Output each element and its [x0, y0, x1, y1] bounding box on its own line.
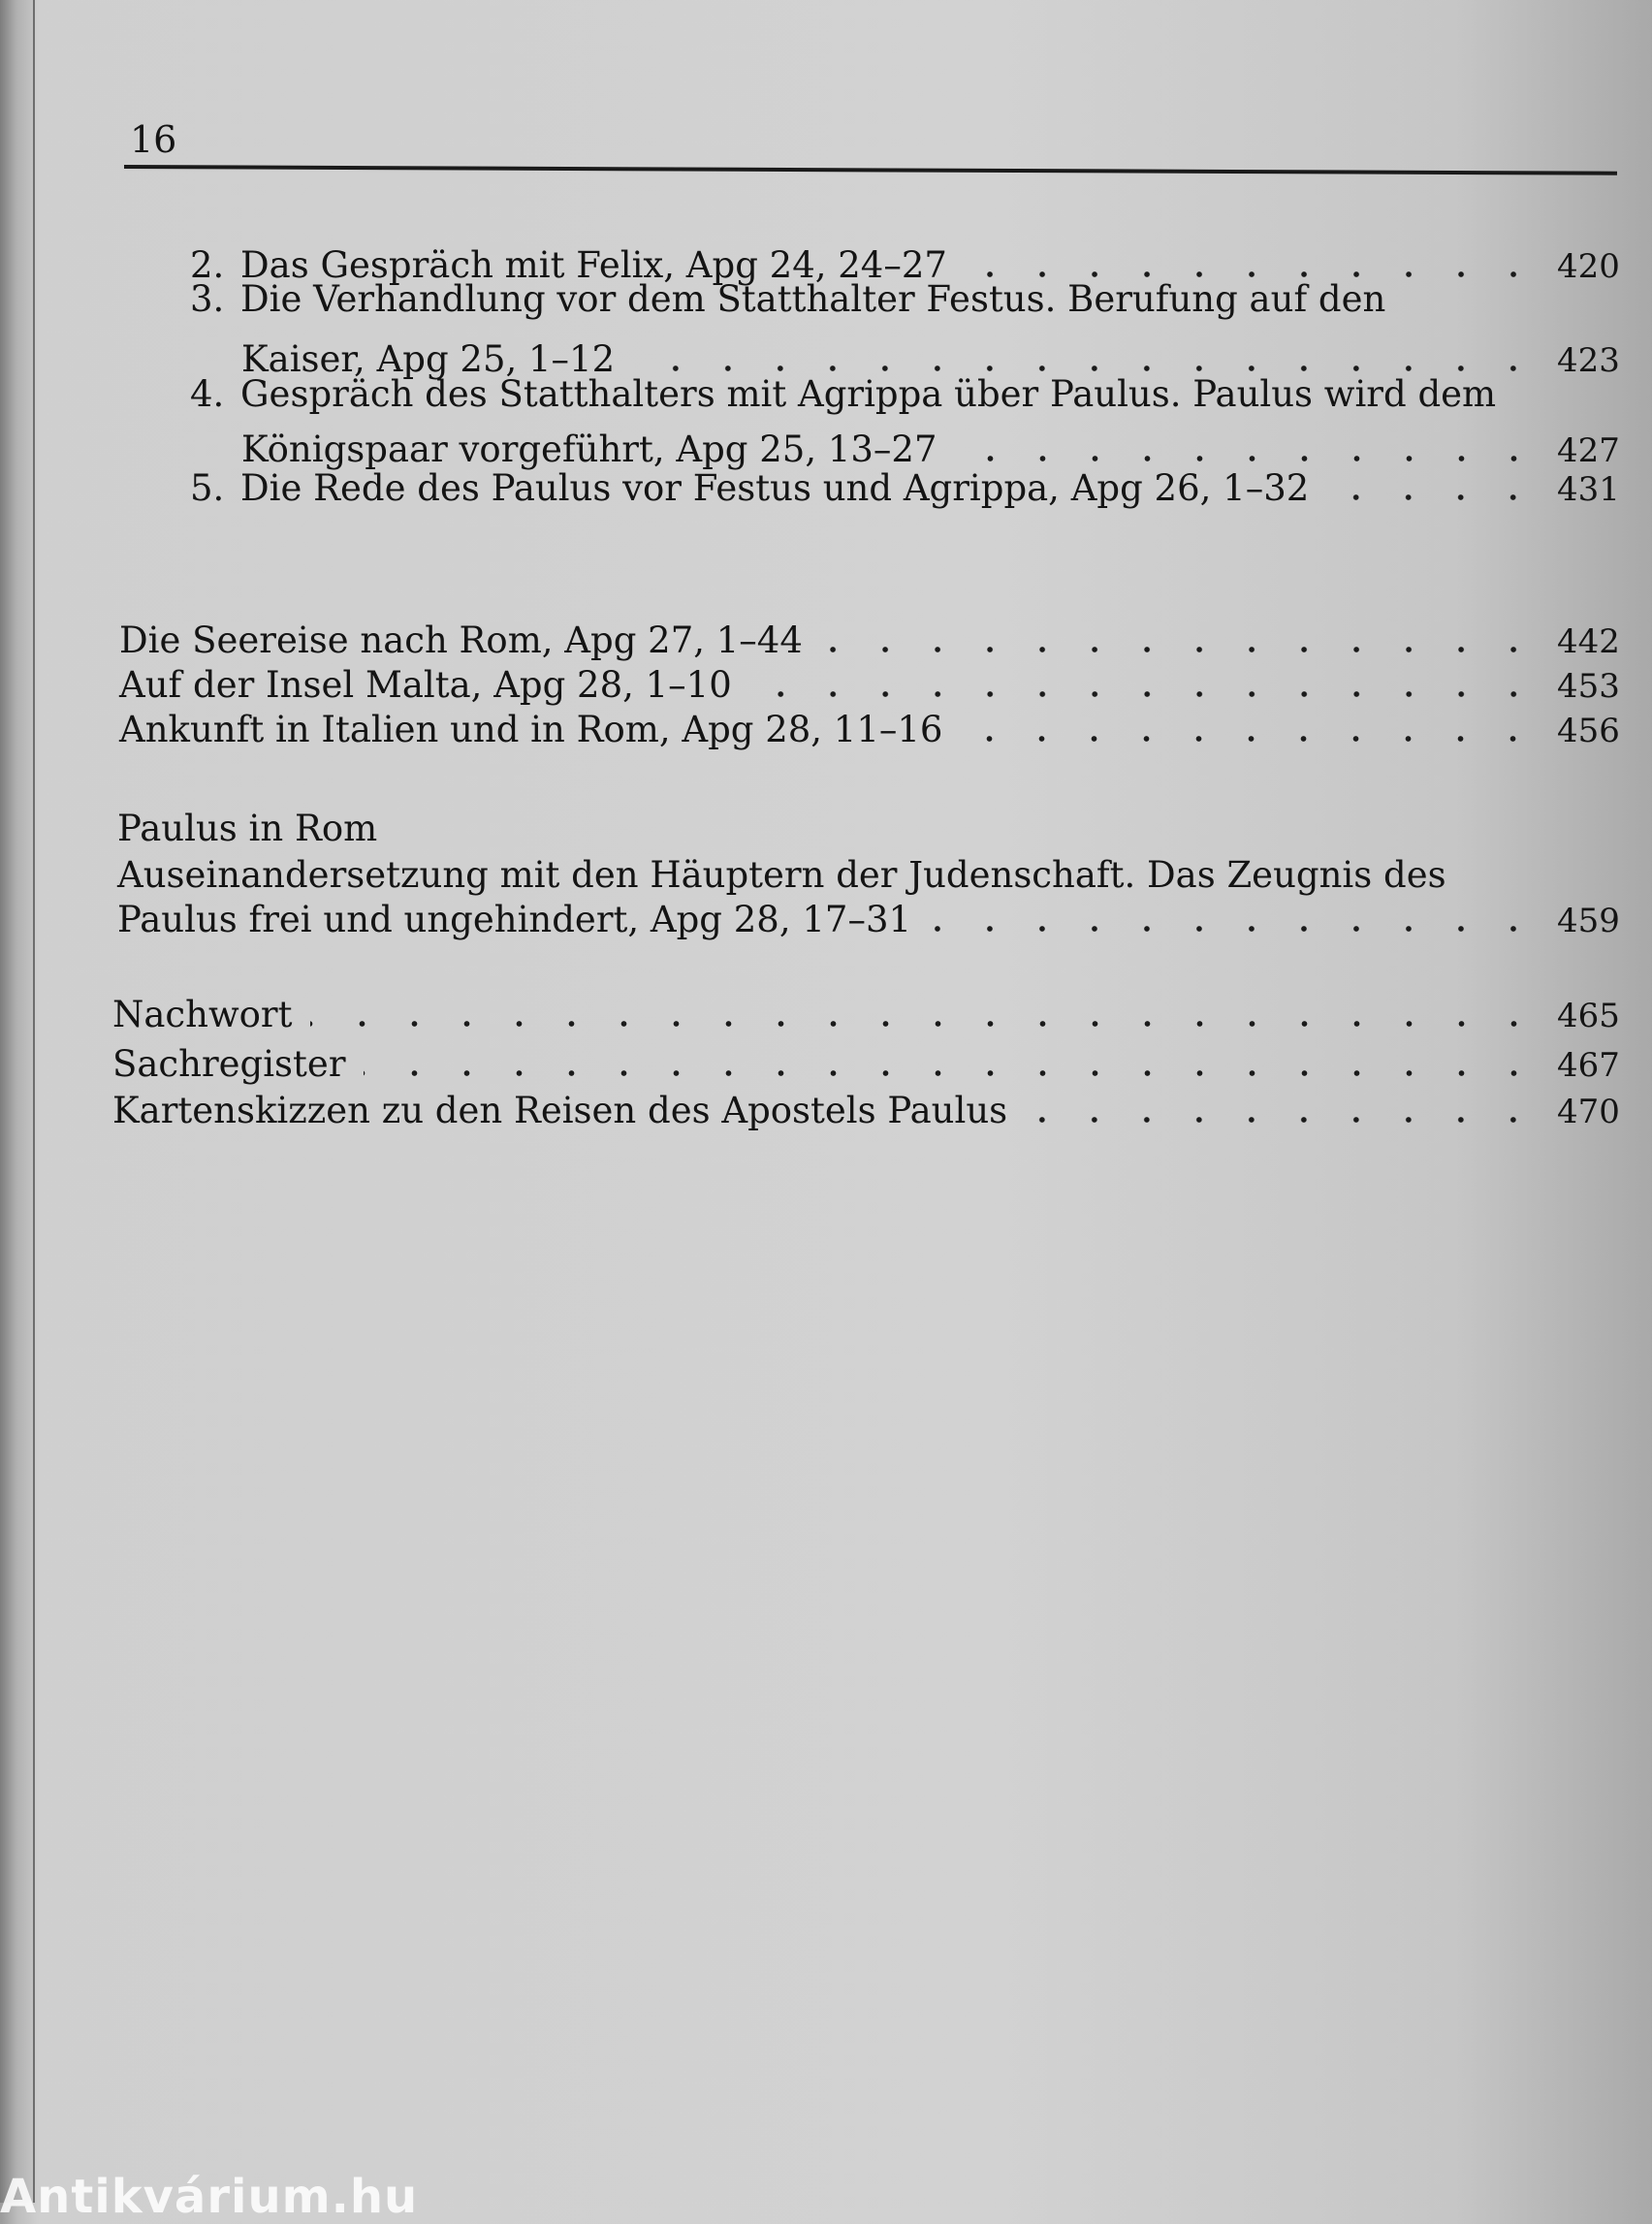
toc-entry	[117, 806, 377, 852]
toc-entry	[190, 276, 1385, 323]
entry-title: Paulus frei und ungehindert, Apg 28, 17–31	[117, 899, 912, 940]
entry-page-number: 456	[1557, 712, 1620, 750]
dot-leader	[820, 647, 1540, 652]
dot-leader	[955, 456, 1540, 461]
entry-title: Auf der Insel Malta, Apg 28, 1–10	[119, 664, 732, 706]
dot-leader	[1326, 494, 1540, 500]
entry-page-number: 470	[1557, 1093, 1620, 1131]
entry-title: Die Rede des Paulus vor Festus und Agrippa, Apg 26, 1–32	[240, 467, 1310, 509]
entry-page-number: 420	[1557, 247, 1620, 286]
entry-page-number: 431	[1557, 470, 1620, 509]
toc-entry	[119, 618, 1620, 665]
toc-entry	[112, 1041, 1620, 1089]
entry-page-number: 442	[1557, 622, 1620, 661]
entry-number: 3.	[190, 278, 225, 320]
entry-number: 2.	[190, 244, 225, 286]
entry-title: Das Gespräch mit Felix, Apg 24, 24–27	[240, 244, 947, 286]
dot-leader	[929, 926, 1540, 932]
entry-title: Gespräch des Statthalters mit Agrippa über Paulus. Paulus wird dem	[240, 373, 1497, 415]
toc-entry	[119, 662, 1620, 710]
dot-leader	[749, 691, 1540, 697]
entry-title: Die Seereise nach Rom, Apg 27, 1–44	[119, 620, 803, 661]
header-rule	[124, 165, 1617, 175]
dot-leader	[310, 1021, 1541, 1027]
entry-title: Kaiser, Apg 25, 1–12	[241, 338, 616, 380]
entry-page-number: 423	[1557, 341, 1620, 380]
entry-page-number: 467	[1557, 1046, 1620, 1085]
entry-title: Ankunft in Italien und in Rom, Apg 28, 11–16	[119, 709, 943, 750]
watermark: Antikvárium.hu	[0, 2170, 419, 2224]
toc-entry	[117, 897, 1620, 944]
toc-entry	[112, 992, 1620, 1039]
entry-page-number: 465	[1557, 997, 1620, 1035]
dot-leader	[1025, 1117, 1540, 1123]
entry-title: Die Verhandlung vor dem Statthalter Festus. Berufung auf den	[240, 278, 1386, 320]
toc-entry	[190, 371, 1496, 418]
entry-page-number: 453	[1557, 667, 1620, 706]
entry-title: Kartenskizzen zu den Reisen des Apostels Paulus	[112, 1090, 1008, 1131]
dot-leader	[364, 1070, 1541, 1076]
book-spine-edge	[0, 0, 35, 2203]
toc-entry	[119, 707, 1620, 754]
entry-number: 4.	[190, 373, 225, 415]
entry-title: Nachwort	[112, 994, 293, 1035]
entry-number: 5.	[190, 467, 225, 509]
entry-title: Auseinandersetzung mit den Häuptern der Judenschaft. Das Zeugnis des	[117, 854, 1446, 896]
toc-entry	[117, 852, 1446, 899]
toc-entry	[112, 1088, 1620, 1135]
page-number: 16	[130, 118, 177, 161]
entry-page-number: 459	[1557, 902, 1620, 940]
toc-entry	[190, 465, 1620, 513]
entry-title: Königspaar vorgeführt, Apg 25, 13–27	[241, 429, 937, 470]
entry-title: Paulus in Rom	[117, 808, 378, 849]
entry-title: Sachregister	[112, 1043, 346, 1085]
dot-leader	[960, 736, 1540, 742]
entry-page-number: 427	[1557, 431, 1620, 470]
